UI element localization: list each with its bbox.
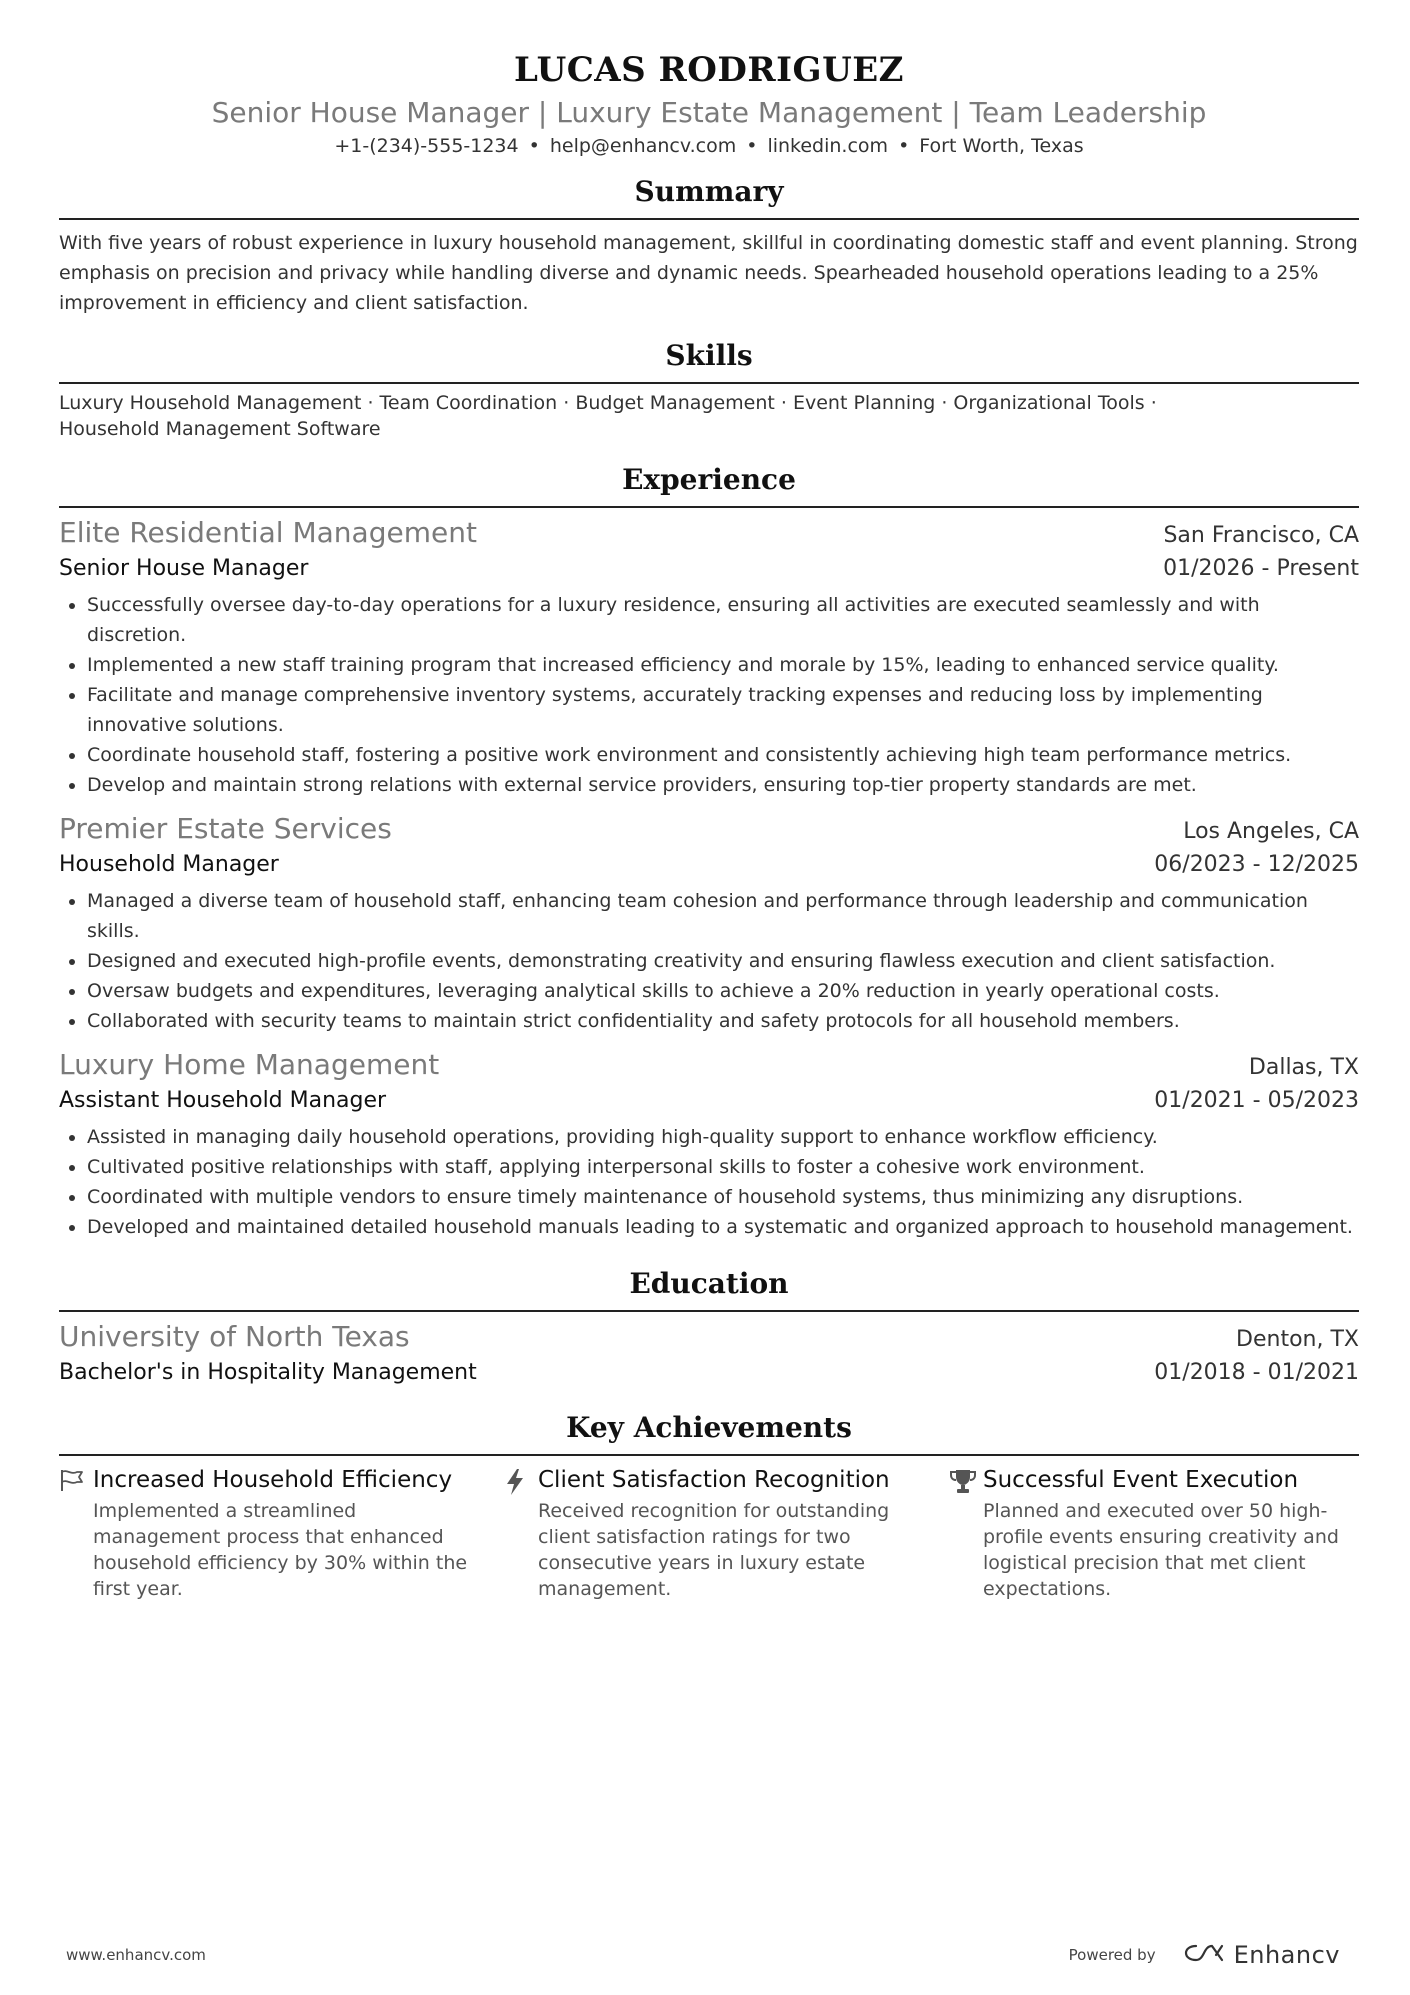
footer-url[interactable]: www.enhancv.com	[66, 1946, 206, 1964]
footer-branding	[1069, 1940, 1340, 1970]
experience-section	[59, 462, 1359, 1242]
job-header	[59, 810, 1359, 848]
achievements-title: Key Achievements	[59, 1410, 1359, 1456]
job-header	[59, 1046, 1359, 1084]
contact-line	[59, 132, 1359, 160]
enhancv-logo-icon	[1182, 1942, 1226, 1968]
job-dates: 01/2026 - Present	[1163, 556, 1359, 581]
achievement-title: Increased Household Efficiency	[93, 1467, 453, 1493]
job-role: Household Manager	[59, 852, 279, 877]
job-dates: 06/2023 - 12/2025	[1154, 852, 1359, 877]
job-header	[59, 514, 1359, 552]
job-bullet: • Assisted in managing daily household operations, providing high-quality support to enhance workflow efficiency.	[87, 1122, 1359, 1152]
summary-text: With five years of robust experience in luxury household management, skillful in coordinating domestic staff and event planning. Strong emphasis on precision and privacy while handling diverse and dynamic needs. Spearheaded household operations leading to a 25% improvement in efficiency and client satisfaction.	[59, 232, 1358, 314]
job-role: Senior House Manager	[59, 556, 309, 581]
job-bullet: • Developed and maintained detailed household manuals leading to a systematic and organized approach to household management.	[87, 1212, 1359, 1242]
job-entry	[59, 1046, 1359, 1242]
job-bullets	[59, 1122, 1359, 1242]
job-bullet: • Implemented a new staff training program that increased efficiency and morale by 15%, leading to enhanced service quality.	[87, 650, 1359, 680]
education-dates: 01/2018 - 01/2021	[1154, 1360, 1359, 1385]
achievement-desc: Received recognition for outstanding client satisfaction ratings for two consecutive years in luxury estate management.	[538, 1500, 890, 1600]
page-footer	[0, 1940, 1410, 1970]
job-company: Luxury Home Management	[59, 1048, 440, 1081]
contact-location: Fort Worth, Texas	[919, 135, 1084, 157]
job-bullet: • Collaborated with security teams to maintain strict confidentiality and safety protocols for all household members.	[87, 1006, 1359, 1036]
education-title: Education	[59, 1266, 1359, 1312]
job-company: Elite Residential Management	[59, 516, 477, 549]
bullet-separator: •	[898, 135, 910, 157]
flag-icon	[59, 1464, 93, 1602]
education-location: Denton, TX	[1236, 1327, 1359, 1352]
job-entry	[59, 810, 1359, 1036]
powered-by-label: Powered by	[1068, 1946, 1156, 1964]
skills-title: Skills	[59, 338, 1359, 384]
achievement-item	[949, 1464, 1359, 1602]
job-location: San Francisco, CA	[1163, 523, 1359, 548]
lightning-icon	[504, 1464, 538, 1602]
job-bullet: • Develop and maintain strong relations with external service providers, ensuring top-tier property standards are met.	[87, 770, 1359, 800]
achievements-section	[59, 1410, 1359, 1602]
contact-email[interactable]: help@enhancv.com	[549, 135, 737, 157]
achievement-title: Successful Event Execution	[983, 1467, 1299, 1493]
job-subheader	[59, 552, 1359, 586]
education-school: University of North Texas	[59, 1320, 410, 1353]
job-location: Dallas, TX	[1248, 1055, 1359, 1080]
achievement-desc: Implemented a streamlined management process that enhanced household efficiency by 30% within the first year.	[93, 1500, 468, 1600]
job-bullet: • Managed a diverse team of household staff, enhancing team cohesion and performance through leadership and communication skills.	[87, 886, 1359, 946]
job-bullet: • Cultivated positive relationships with staff, applying interpersonal skills to foster a cohesive work environment.	[87, 1152, 1359, 1182]
job-bullets	[59, 886, 1359, 1036]
job-bullet: • Coordinate household staff, fostering a positive work environment and consistently achieving high team performance metrics.	[87, 740, 1359, 770]
resume-page	[59, 48, 1359, 1602]
brand-name: Enhancv	[1233, 1941, 1340, 1969]
job-bullet: • Oversaw budgets and expenditures, leveraging analytical skills to achieve a 20% reduction in yearly operational costs.	[87, 976, 1359, 1006]
education-degree: Bachelor's in Hospitality Management	[59, 1360, 477, 1385]
achievement-body	[983, 1464, 1359, 1602]
achievement-title: Client Satisfaction Recognition	[538, 1467, 890, 1493]
skills-list: Luxury Household Management · Team Coordination · Budget Management · Event Planning · Organizational Tools · Household Management Software	[59, 392, 1157, 440]
job-bullet: • Coordinated with multiple vendors to ensure timely maintenance of household systems, thus minimizing any disruptions.	[87, 1182, 1359, 1212]
bullet-separator: •	[746, 135, 758, 157]
candidate-name: LUCAS RODRIGUEZ	[514, 50, 904, 90]
achievement-desc: Planned and executed over 50 high-profile events ensuring creativity and logistical precision that met client expectations.	[983, 1500, 1339, 1600]
contact-linkedin[interactable]: linkedin.com	[767, 135, 889, 157]
achievements-grid	[59, 1464, 1359, 1602]
job-entry	[59, 514, 1359, 800]
education-subheader	[59, 1356, 1359, 1390]
achievement-body	[538, 1464, 914, 1602]
achievement-body	[93, 1464, 469, 1602]
job-bullet: • Facilitate and manage comprehensive inventory systems, accurately tracking expenses and reducing loss by implementing innovative solutions.	[87, 680, 1359, 740]
job-role: Assistant Household Manager	[59, 1088, 387, 1113]
contact-phone: +1-(234)-555-1234	[334, 135, 519, 157]
candidate-tagline: Senior House Manager | Luxury Estate Management | Team Leadership	[211, 96, 1207, 129]
achievement-item	[59, 1464, 469, 1602]
education-header	[59, 1318, 1359, 1356]
job-bullets	[59, 590, 1359, 800]
job-dates: 01/2021 - 05/2023	[1154, 1088, 1359, 1113]
job-location: Los Angeles, CA	[1183, 819, 1359, 844]
summary-title: Summary	[59, 174, 1359, 220]
experience-title: Experience	[59, 462, 1359, 508]
job-bullet: • Successfully oversee day-to-day operations for a luxury residence, ensuring all activities are executed seamlessly and with discretion.	[87, 590, 1359, 650]
resume-header	[59, 48, 1359, 160]
job-company: Premier Estate Services	[59, 812, 392, 845]
summary-section	[59, 174, 1359, 318]
job-subheader	[59, 1084, 1359, 1118]
achievement-item	[504, 1464, 914, 1602]
trophy-icon	[949, 1464, 983, 1602]
education-section	[59, 1266, 1359, 1390]
job-bullet: • Designed and executed high-profile events, demonstrating creativity and ensuring flawless execution and client satisfaction.	[87, 946, 1359, 976]
job-subheader	[59, 848, 1359, 882]
skills-section	[59, 338, 1359, 442]
bullet-separator: •	[528, 135, 540, 157]
